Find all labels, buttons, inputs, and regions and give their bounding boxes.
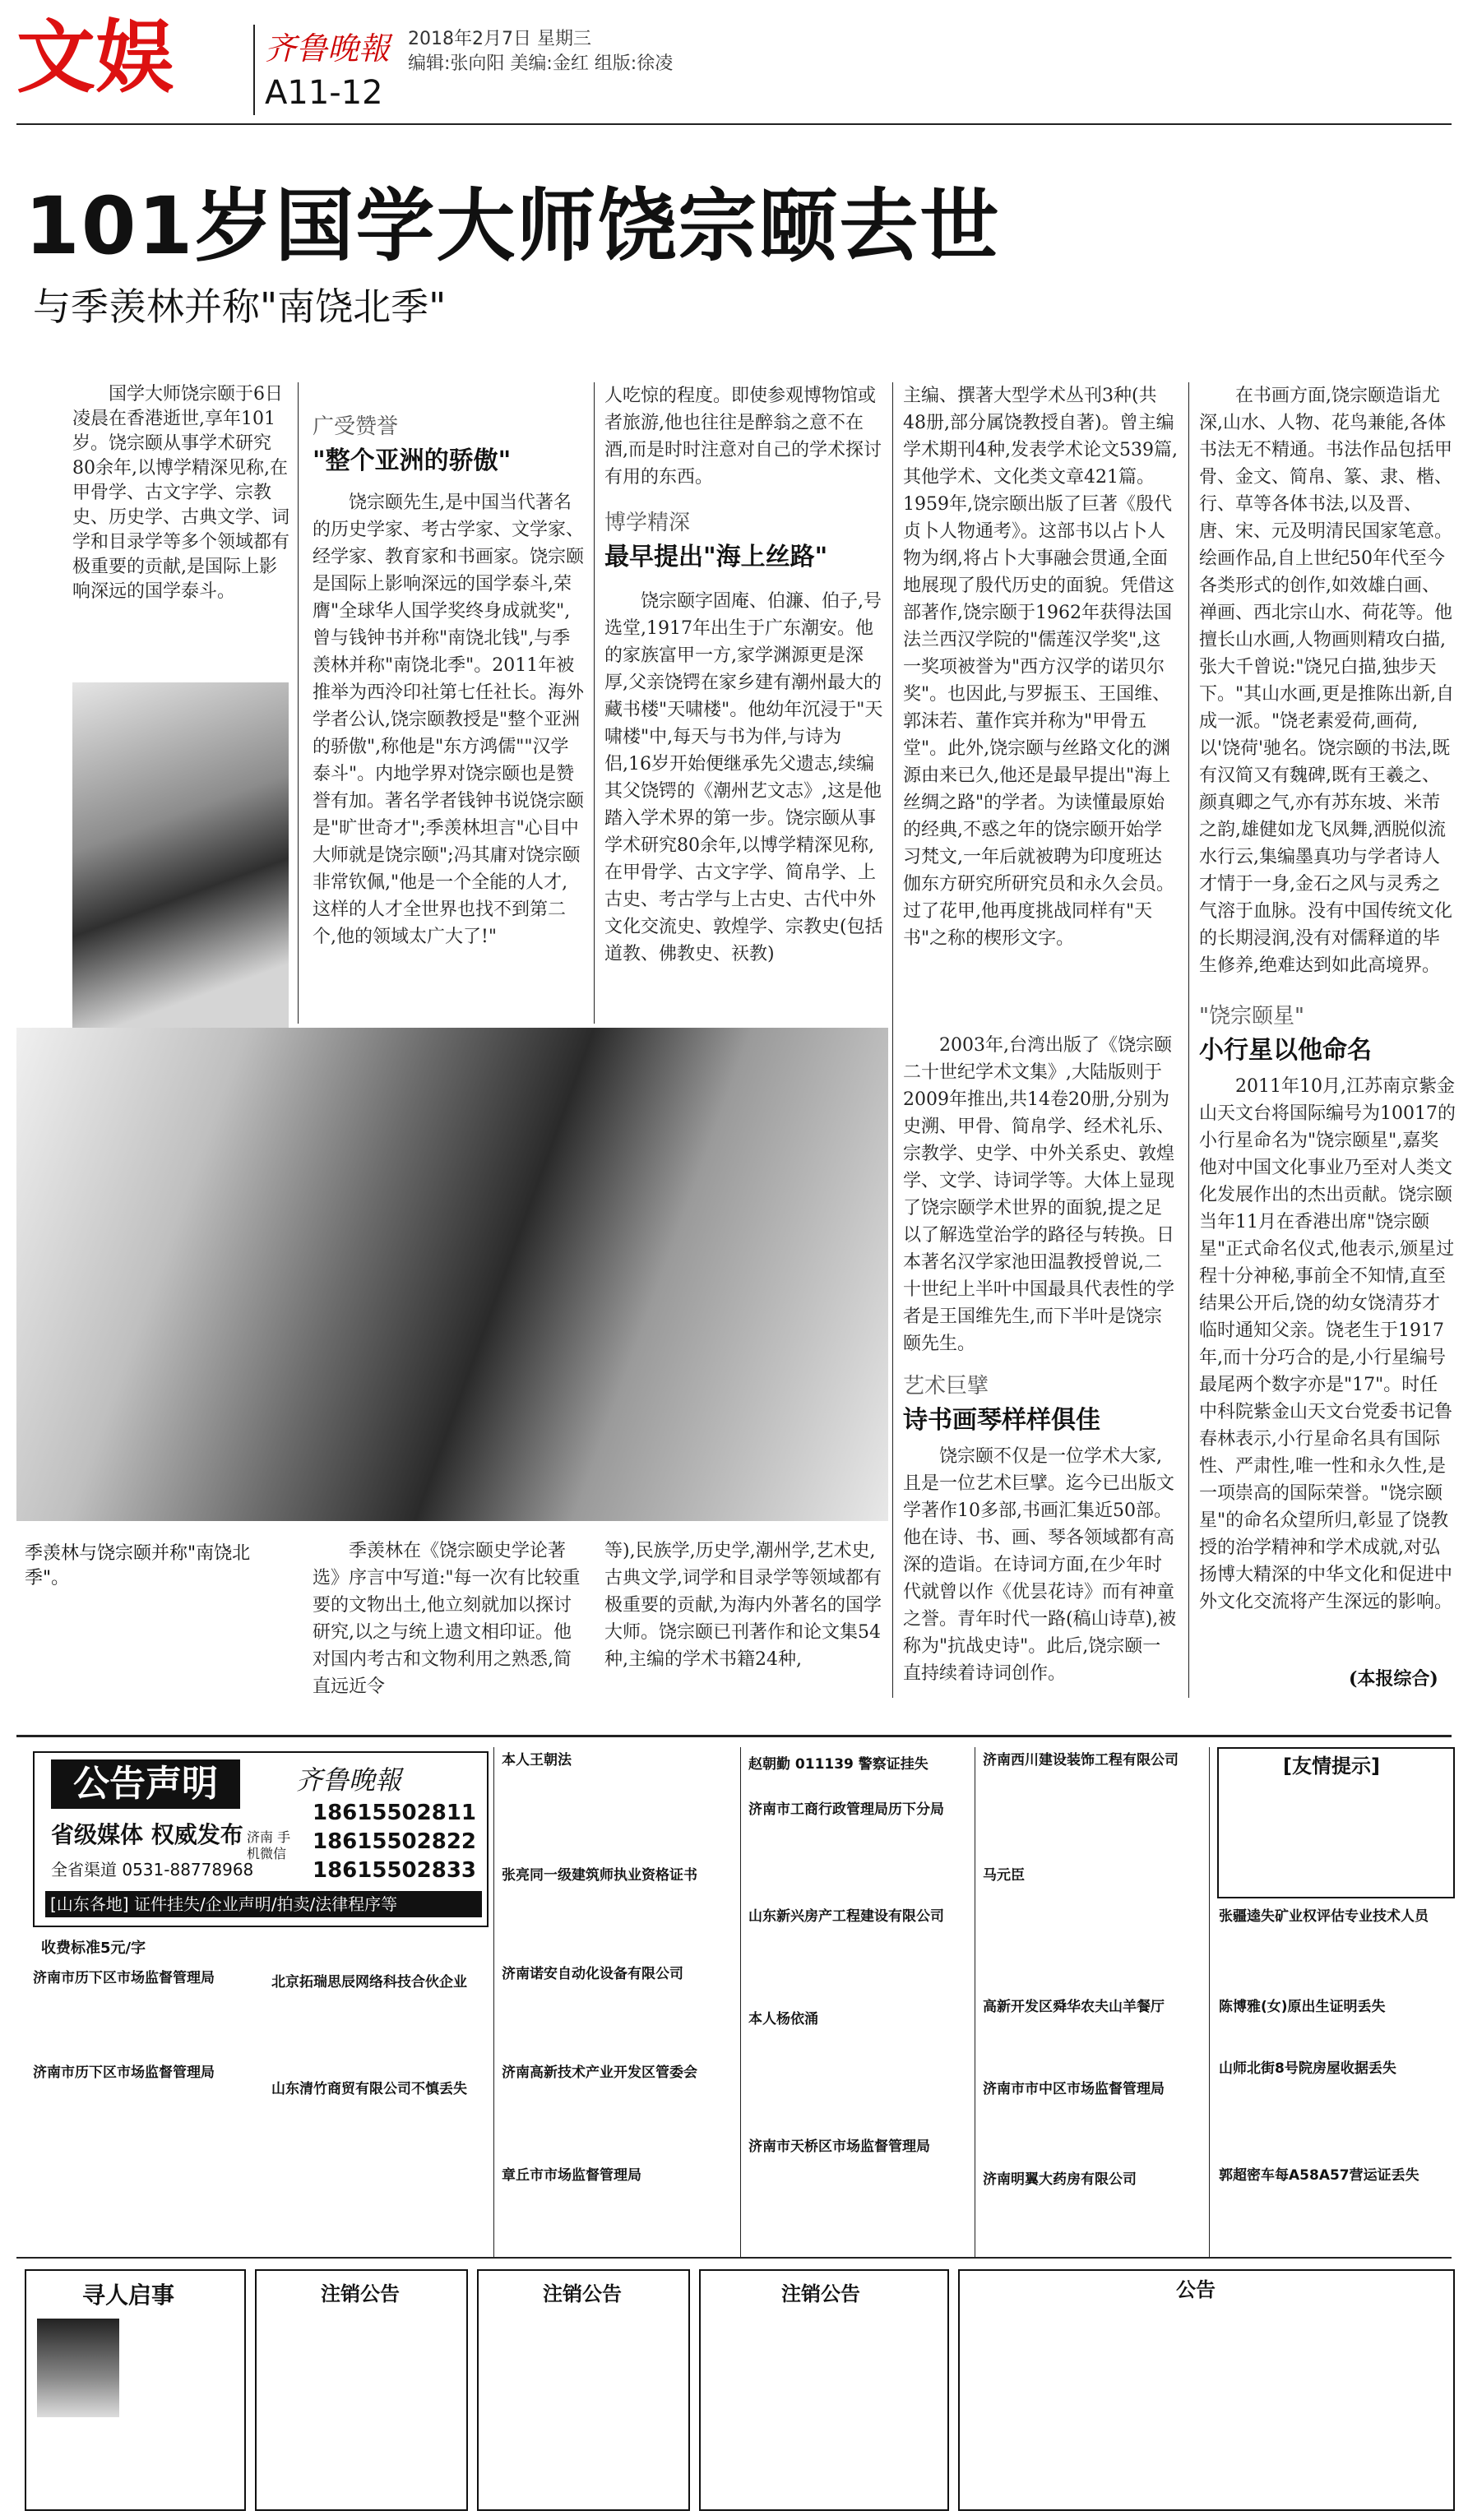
- section-title: 小行星以他命名: [1199, 1036, 1372, 1065]
- masthead-rule: [16, 123, 1452, 125]
- page-number: A11-12: [265, 74, 383, 112]
- ad-item-title: 济南市市中区市场监督管理局: [983, 2081, 1165, 2097]
- ad-item: [502, 1751, 736, 1825]
- notice-phone-label: 济南 手机微信: [247, 1829, 291, 1861]
- byline: (本报综合): [1349, 1668, 1438, 1690]
- ad-item-title: 济南市工商行政管理局历下分局: [748, 1801, 944, 1818]
- missing-person-title: 寻人启事: [82, 2282, 175, 2309]
- ad-item: [502, 1965, 736, 2039]
- ad-item-title: 章丘市市场监督管理局: [502, 2167, 641, 2184]
- ad-item: [983, 2080, 1205, 2154]
- column-rule: [1188, 382, 1189, 1698]
- ad-item: [1219, 1998, 1449, 2055]
- notice-paper-logo: 齐鲁晚報: [296, 1764, 402, 1796]
- column-rule: [892, 382, 893, 1698]
- article-column: 2011年10月,江苏南京紫金山天文台将国际编号为10017的小行星命名为"饶宗颐星",嘉奖他对中国文化事业乃至对人类文化发展作出的杰出贡献。饶宗颐当年11月在香港出席"饶宗颐星"正式命名仪式,他表示,颁星过程十分神秘,事前全不知情,直至结果公开后,饶的幼女饶清芬才临时通知父亲。饶老生于1917年,而十分巧合的是,小行星编号最尾两个数字亦是"17"。时任中科院紫金山天文台党委书记鲁春林表示,小行星命名具有国际性、严肃性,唯一性和永久性,是一项崇高的国际荣誉。"饶宗颐星"的命名众望所归,彰显了饶教授的治学精神和学术成就,对弘扬博大精深的中华文化和促进中外文化交流将产生深远的影响。: [1199, 1076, 1456, 1612]
- column-rule: [298, 382, 299, 1024]
- section-title: "整个亚洲的骄傲": [313, 446, 512, 475]
- ad-item: [983, 1751, 1205, 1825]
- notice-hotline: 全省渠道 0531-88778968: [51, 1860, 254, 1880]
- ad-item: [748, 2138, 970, 2212]
- ad-item-title: 济南市天桥区市场监督管理局: [748, 2139, 930, 2155]
- ad-item: [748, 1755, 970, 1788]
- ad-item-title: 济南高新技术产业开发区管委会: [502, 2065, 697, 2081]
- article-column: 季羡林在《饶宗颐史学论著选》序言中写道:"每一次有比较重要的文物出土,他立刻就加以探讨研究,以之与统上遗文相印证。他对国内考古和文物利用之熟悉,简直远近令: [313, 1541, 581, 1697]
- section-kicker: "饶宗颐星": [1199, 1004, 1304, 1029]
- ad-item-title: 山东清竹商贸有限公司不慎丢失: [271, 2081, 467, 2097]
- ad-item-title: 本人杨依涌: [748, 2011, 818, 2028]
- ad-item-title: 赵朝勤 011139 警察证挂失: [748, 1756, 928, 1773]
- editors: 编辑:张向阳 美编:金红 组版:徐凌: [408, 53, 674, 74]
- main-photo-caption: 季羡林与饶宗颐并称"南饶北季"。: [25, 1543, 251, 1588]
- announcement-box: [958, 2269, 1455, 2511]
- section-title: 诗书画琴样样俱佳: [903, 1406, 1100, 1435]
- ad-item-title: 本人王朝法: [502, 1752, 572, 1769]
- cancel-notice-title: 注销公告: [321, 2282, 400, 2305]
- notice-slogan: 省级媒体 权威发布: [51, 1821, 243, 1848]
- ad-item: [271, 2080, 485, 2154]
- ad-item-title: 高新开发区舜华农夫山羊餐厅: [983, 1999, 1165, 2015]
- ads-top-rule: [16, 1735, 1452, 1737]
- ad-column-rule: [493, 1747, 494, 2257]
- section-kicker: 艺术巨擘: [903, 1374, 989, 1399]
- ad-item: [502, 2064, 736, 2138]
- ad-item-title: 山师北街8号院房屋收据丢失: [1219, 2060, 1396, 2077]
- ad-item-title: 陈博雅(女)原出生证明丢失: [1219, 1999, 1386, 2015]
- notice-price: 收费标准5元/字: [41, 1940, 146, 1957]
- article-column: 主编、撰著大型学术丛刊3种(共48册,部分属饶教授自著)。曾主编学术期刊4种,发表学术论文539篇,其他学术、文化类文章421篇。1959年,饶宗颐出版了巨著《殷代贞卜人物通考》。这部书以占卜人物为纲,将占卜大事融会贯通,全面地展现了殷代历史的面貌。凭借这部著作,饶宗颐于1962年获得法国法兰西汉学院的"儒莲汉学奖",这一奖项被誉为"西方汉学的诺贝尔奖"。也因此,与罗振玉、王国维、郭沫若、董作宾并称为"甲骨五堂"。此外,饶宗颐与丝路文化的渊源由来已久,他还是最早提出"海上丝绸之路"的学者。为读懂最原始的经典,不惑之年的饶宗颐开始学习梵文,一年后就被聘为印度班达伽东方研究所研究员和永久会员。过了花甲,他再度挑战同样有"天书"之称的楔形文字。: [903, 386, 1178, 949]
- ad-item: [502, 1866, 736, 1940]
- ad-item-title: 济南西川建设装饰工程有限公司: [983, 1752, 1179, 1769]
- friendly-tip-title: [友情提示]: [1283, 1755, 1380, 1778]
- ads-bottom-rule: [16, 2257, 1452, 2259]
- ad-item: [271, 1973, 485, 2047]
- cancel-notice-title: 注销公告: [543, 2282, 622, 2305]
- ad-item-title: 济南明翼大药房有限公司: [983, 2171, 1137, 2188]
- ad-item: [748, 2010, 970, 2084]
- ad-item-title: 郭超密车每A58A57营运证丢失: [1219, 2167, 1419, 2184]
- main-photo: [16, 1028, 888, 1521]
- ad-item: [748, 1907, 970, 1981]
- ad-item-title: 张疆逵失矿业权评估专业技术人员: [1219, 1908, 1429, 1925]
- ad-item-title: 济南市历下区市场监督管理局: [33, 2065, 215, 2081]
- ad-column-rule: [1209, 1747, 1210, 2257]
- ad-item-title: 张亮同一级建筑师执业资格证书: [502, 1867, 697, 1884]
- article-column: 2003年,台湾出版了《饶宗颐二十世纪学术文集》,大陆版则于2009年推出,共14卷20册,分别为史溯、甲骨、简帛学、经术礼乐、宗教学、史学、中外关系史、敦煌学、文学、诗词学等。大体上显现了饶宗颐学术世界的面貌,提之足以了解选堂治学的路径与转换。日本著名汉学家池田温教授曾说,二十世纪上半叶中国最具代表性的学者是王国维先生,而下半叶是饶宗颐先生。: [903, 1035, 1175, 1354]
- ad-item: [748, 1801, 970, 1875]
- ad-item: [1219, 2060, 1449, 2134]
- ad-item: [983, 1998, 1205, 2072]
- ad-item-title: 马元臣: [983, 1867, 1025, 1884]
- phone-1[interactable]: 18615502811: [313, 1801, 476, 1825]
- portrait-photo: [72, 682, 289, 1028]
- ad-item: [983, 1866, 1205, 1940]
- ad-item-title: 济南市历下区市场监督管理局: [33, 1970, 215, 1986]
- article-column: 饶宗颐字固庵、伯濂、伯子,号选堂,1917年出生于广东潮安。他的家族富甲一方,家学渊源更是深厚,父亲饶锷在家乡建有潮州最大的藏书楼"天啸楼"。他幼年沉浸于"天啸楼"中,每天与书为伴,与诗为侣,16岁开始便继承先父遗志,续编其父饶锷的《潮州艺文志》,这是他踏入学术界的第一步。饶宗颐从事学术研究80余年,以博学精深见称,在甲骨学、古文字学、简帛学、上古史、考古学与上古史、古代中外文化交流史、敦煌学、宗教史(包括道教、佛教史、祆教): [604, 591, 883, 964]
- section-name: 文娱: [16, 12, 174, 104]
- ad-item: [1219, 2166, 1449, 2240]
- section-kicker: 博学精深: [604, 511, 691, 535]
- ad-item-title: 北京拓瑞思辰网络科技合伙企业: [271, 1974, 467, 1991]
- phone-2[interactable]: 18615502822: [313, 1829, 476, 1854]
- article-column: 人吃惊的程度。即使参观博物馆或者旅游,他也往往是醉翁之意不在酒,而是时时注意对自己的学术探讨有用的东西。: [604, 386, 882, 488]
- phone-3[interactable]: 18615502833: [313, 1858, 476, 1883]
- announcement-title: 公告: [1176, 2278, 1216, 2301]
- column-rule: [594, 382, 595, 1024]
- ad-item-title: 山东新兴房产工程建设有限公司: [748, 1908, 944, 1925]
- headline: 101岁国学大师饶宗颐去世: [25, 180, 1001, 272]
- missing-person-photo: [37, 2319, 119, 2417]
- notice-title: 公告声明: [51, 1759, 240, 1809]
- masthead-divider: [253, 25, 255, 115]
- article-column: 在书画方面,饶宗颐造诣尤深,山水、人物、花鸟兼能,各体书法无不精通。书法作品包括甲骨、金文、简帛、篆、隶、楷、行、草等各体书法,以及晋、唐、宋、元及明清民国家笔意。绘画作品,自上世纪50年代至今各类形式的创作,如效雄白画、禅画、西北宗山水、荷花等。他擅长山水画,人物画则精攻白描,张大千曾说:"饶兄白描,独步天下。"其山水画,更是推陈出新,自成一派。"饶老素爱荷,画荷,以'饶荷'驰名。饶宗颐的书法,既有汉简又有魏碑,既有王羲之、颜真卿之气,亦有苏东坡、米芾之韵,雄健如龙飞凤舞,洒脱似流水行云,集编墨真功与学者诗人才情于一身,金石之风与灵秀之气溶于血脉。没有中国传统文化的长期浸润,没有对儒释道的毕生修养,绝难达到如此高境界。: [1199, 386, 1455, 976]
- section-title: 最早提出"海上丝路": [604, 543, 828, 571]
- article-column: 饶宗颐先生,是中国当代著名的历史学家、考古学家、文学家、经学家、教育家和书画家。饶宗颐是国际上影响深远的国学泰斗,荣膺"全球华人国学奖终身成就奖",曾与钱钟书并称"南饶北钱",与季羡林并称"南饶北季"。2011年被推举为西泠印社第七任社长。海外学者公认,饶宗颐教授是"整个亚洲的骄傲",称他是"东方鸿儒""汉学泰斗"。内地学界对饶宗颐也是赞誉有加。著名学者钱钟书说饶宗颐是"旷世奇才";季羡林坦言"心目中大师就是饶宗颐";冯其庸对饶宗颐非常钦佩,"他是一个全能的人才,这样的人才全世界也找不到第二个,他的领域太广大了!": [313, 492, 584, 947]
- section-kicker: 广受赞誉: [313, 414, 399, 439]
- ad-item-title: 济南诺安自动化设备有限公司: [502, 1966, 683, 1982]
- ad-item: [1219, 1907, 1449, 1981]
- ad-item: [502, 2166, 736, 2240]
- subheadline: 与季羡林并称"南饶北季": [33, 284, 447, 329]
- cancel-notice-title: 注销公告: [781, 2282, 860, 2305]
- paper-logo: 齐鲁晚報: [265, 30, 391, 67]
- notice-categories: [山东各地] 证件挂失/企业声明/拍卖/法律程序等: [45, 1891, 482, 1917]
- ad-item: [983, 2171, 1205, 2245]
- lede: 国学大师饶宗颐于6日凌晨在香港逝世,享年101岁。饶宗颐从事学术研究80余年,以博学精深见称,在甲骨学、古文字学、宗教史、历史学、古典文学、词学和目录学等多个领域都有极重要的贡献,是国际上影响深远的国学泰斗。: [72, 384, 290, 602]
- article-column: 饶宗颐不仅是一位学术大家,且是一位艺术巨擘。迄今已出版文学著作10多部,书画汇集近50部。他在诗、书、画、琴各领域都有高深的造诣。在诗词方面,在少年时代就曾以作《优昙花诗》而有神童之誉。青年时代一路(稿山诗草),被称为"抗战史诗"。此后,饶宗颐一直持续着诗词创作。: [903, 1446, 1177, 1684]
- article-column: 等),民族学,历史学,潮州学,艺术史,古典文学,词学和目录学等领域都有极重要的贡献,为海内外著名的国学大师。饶宗颐已刊著作和论文集54种,主编的学术书籍24种,: [604, 1541, 882, 1670]
- issue-date: 2018年2月7日 星期三: [408, 29, 591, 49]
- ad-column-rule: [740, 1747, 741, 2257]
